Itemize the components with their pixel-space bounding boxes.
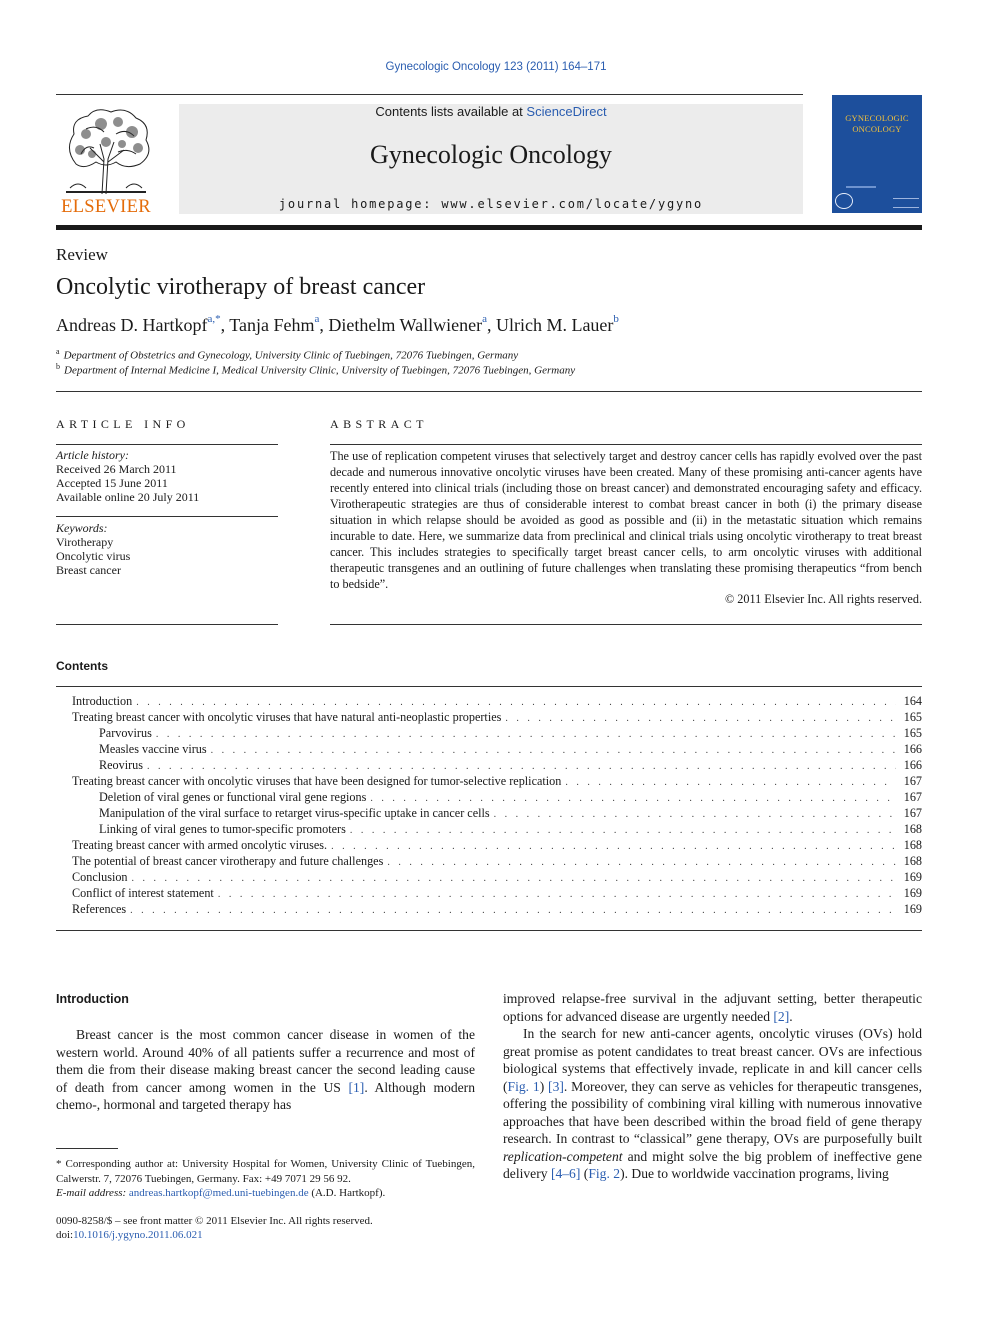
copyright-line: © 2011 Elsevier Inc. All rights reserved. [725, 592, 922, 606]
affiliation-text: Department of Internal Medicine I, Medical University Clinic, University of Tuebingen, 72076 Tuebingen, Germany [64, 364, 576, 377]
toc-leader-dots [565, 777, 896, 788]
toc-entry[interactable] [56, 822, 922, 838]
toc-entry-page: 167 [903, 774, 922, 788]
toc-entry[interactable] [56, 838, 922, 854]
affiliation-mark: b [56, 362, 60, 371]
toc-entry-label[interactable]: The potential of breast cancer virotherapy and future challenges [72, 854, 384, 868]
section-rule [56, 444, 278, 445]
author-affil-mark[interactable]: a,* [207, 313, 221, 325]
section-rule [56, 624, 278, 625]
paragraph-text: . Moreover, they can serve as vehicles for therapeutic transgenes, offering the possibility of combining viral killing with numerous innovative approaches that have been described within the broad field of gene therapy research. In contrast to “classical” gene therapy, OVs are purposefully built [503, 1078, 922, 1146]
toc-entry-label[interactable]: Conclusion [72, 870, 128, 884]
doi-link[interactable]: 10.1016/j.ygyno.2011.06.021 [73, 1229, 203, 1241]
paragraph-text: ( [580, 1166, 589, 1181]
toc-entry-label[interactable]: Manipulation of the viral surface to retarget virus-specific uptake in cancer cells [99, 806, 490, 820]
toc-entry[interactable] [56, 790, 922, 806]
reference-link[interactable]: [4–6] [550, 1166, 581, 1181]
toc-entry-page: 168 [903, 838, 922, 852]
toc-entry[interactable] [56, 902, 922, 918]
section-rule [330, 444, 922, 445]
elsevier-wordmark: ELSEVIER [61, 197, 151, 217]
toc-leader-dots [505, 713, 896, 724]
article-info-heading: ARTICLE INFO [56, 417, 190, 431]
paragraph-text: Breast cancer is the most common cancer disease in women of the western world. Around 40% of all patients suffer a recurrence and most of them die from their disease making breast cancer the second leading cause of death from cancer among women in the US [56, 1027, 475, 1095]
toc-entry[interactable] [56, 758, 922, 774]
toc-entry[interactable] [56, 886, 922, 902]
contents-heading: Contents [56, 659, 108, 673]
toc-leader-dots [331, 841, 896, 852]
figure-link[interactable]: Fig. 2 [588, 1166, 621, 1181]
table-of-contents [56, 694, 922, 918]
paragraph-text: ) [539, 1078, 549, 1094]
toc-entry-page: 169 [903, 870, 922, 884]
article-title: Oncolytic virotherapy of breast cancer [56, 274, 426, 300]
author-separator: , [319, 315, 329, 335]
toc-entry-label[interactable]: Parvovirus [99, 726, 152, 740]
toc-entry-page: 164 [903, 694, 922, 708]
affiliation [56, 362, 575, 377]
toc-leader-dots [132, 873, 896, 884]
cover-publisher-mark [893, 198, 919, 208]
cover-title [832, 113, 922, 135]
section-rule [56, 930, 922, 931]
journal-homepage [179, 197, 803, 211]
toc-entry-label[interactable]: Introduction [72, 694, 133, 708]
author-separator: , [486, 315, 496, 335]
toc-entry-page: 165 [903, 710, 922, 724]
toc-entry-page: 169 [903, 886, 922, 900]
paragraph-text: ). Due to worldwide vaccination programs, living [620, 1166, 889, 1181]
affiliation-text: Department of Obstetrics and Gynecology, University Clinic of Tuebingen, 72076 Tuebingen, Germany [63, 349, 519, 362]
toc-entry[interactable] [56, 742, 922, 758]
journal-citation-link[interactable]: Gynecologic Oncology 123 (2011) 164–171 [385, 61, 607, 73]
abstract-text: The use of replication competent viruses that selectively target and destroy cancer cells has rapidly evolved over the past decade and numerous innovative oncolytic viruses have been created. Many of these promising anti-cancer agents have recently entered into clinical trials (including those on breast cancer) and demonstrated encouraging safety and efficacy. Virotherapeutic strategies are thus of considerable interest to combat breast cancer in both (i) the primary disease situation in which relapse should be avoided as good as possible and (ii) in the metastatic situation which remains incurable to date. Here, we summarize data from preclinical and clinical trials using oncolytic virotherapy to treat breast cancer. This includes strategies to specifically target breast cancer cells, to arm oncolytic viruses with additional therapeutic transgenes and an outlining of future challenges when translating these promising therapeutics “from bench to bedside”. [330, 449, 922, 591]
email-link[interactable]: andreas.hartkopf@med.uni-tuebingen.de [128, 1187, 309, 1199]
toc-leader-dots [370, 793, 896, 804]
toc-entry[interactable] [56, 806, 922, 822]
corresponding-text: * Corresponding author at: University Hospital for Women, University Clinic of Tuebingen, Calwerstr. 7, 72076 Tuebingen, Germany. Fax: +49 7071 29 56 92. [56, 1158, 475, 1185]
cover-title-line: GYNECOLOGIC [845, 113, 909, 123]
paragraph [503, 1025, 922, 1183]
toc-entry[interactable] [56, 870, 922, 886]
body-column-left [56, 1026, 475, 1114]
footnote-rule [56, 1148, 118, 1149]
homepage-label: journal homepage: [278, 197, 442, 211]
toc-leader-dots [387, 857, 896, 868]
toc-leader-dots [156, 729, 896, 740]
paragraph-text: and might solve the big problem of ineffective gene delivery [503, 1148, 922, 1181]
toc-entry-label[interactable]: Reovirus [99, 758, 144, 772]
keyword: Virotherapy [56, 535, 114, 549]
toc-entry-page: 166 [903, 742, 922, 756]
toc-leader-dots [211, 745, 896, 756]
section-rule [56, 516, 278, 517]
toc-entry[interactable] [56, 694, 922, 710]
reference-link[interactable]: [3] [548, 1078, 564, 1094]
toc-leader-dots [147, 761, 896, 772]
cover-decoration [846, 186, 876, 188]
article-type: Review [56, 245, 108, 264]
section-rule [56, 686, 922, 687]
abstract-heading: ABSTRACT [330, 417, 428, 431]
toc-entry[interactable] [56, 774, 922, 790]
toc-entry[interactable] [56, 710, 922, 726]
tree-icon [56, 104, 156, 196]
toc-entry[interactable] [56, 726, 922, 742]
paragraph-text: . [789, 1008, 793, 1024]
journal-name: Gynecologic Oncology [370, 140, 612, 169]
email-label: E-mail address: [56, 1187, 129, 1199]
emphasis-text: replication-competent [503, 1148, 623, 1164]
issn-line: 0090-8258/$ – see front matter © 2011 Elsevier Inc. All rights reserved. [56, 1215, 373, 1227]
sciencedirect-link[interactable]: ScienceDirect [526, 104, 607, 119]
keyword: Breast cancer [56, 563, 121, 577]
toc-entry-label[interactable]: Conflict of interest statement [72, 886, 214, 900]
toc-entry-page: 166 [903, 758, 922, 772]
contents-prefix: Contents lists available at [375, 104, 527, 119]
paragraph [503, 990, 922, 1025]
toc-leader-dots [350, 825, 896, 836]
contents-available-line [179, 104, 803, 119]
history-label: Article history: [56, 448, 129, 462]
author-name: Ulrich M. Lauer [495, 315, 614, 335]
header-rule [56, 94, 803, 95]
paragraph-text: improved relapse-free survival in the adjuvant setting, better therapeutic options for advanced disease are urgently needed [503, 991, 922, 1024]
paragraph-text: In the search for new anti-cancer agents, oncolytic viruses (OVs) hold great promise as potent candidates to treat breast cancer. OVs are infectious biological systems that effectively invade, replicate in and kill cancer cells ( [503, 1026, 922, 1094]
keyword: Oncolytic virus [56, 549, 131, 563]
keywords-label: Keywords: [56, 521, 108, 535]
reference-link[interactable]: [2] [773, 1008, 790, 1024]
author-separator: , [220, 315, 230, 335]
section-rule [56, 391, 922, 392]
author-name: Andreas D. Hartkopf [56, 315, 208, 335]
toc-entry-page: 168 [903, 854, 922, 868]
toc-entry[interactable] [56, 854, 922, 870]
toc-entry-label[interactable]: Treating breast cancer with armed oncolytic viruses. [72, 838, 328, 852]
cover-title-line: ONCOLOGY [852, 124, 902, 134]
email-line [56, 1186, 475, 1201]
toc-leader-dots [494, 809, 896, 820]
toc-entry-page: 169 [903, 902, 922, 916]
introduction-heading: Introduction [56, 992, 129, 1006]
toc-entry-label[interactable]: Linking of viral genes to tumor-specific promoters [99, 822, 346, 836]
author-affil-mark[interactable]: b [613, 313, 619, 325]
toc-entry-page: 167 [903, 790, 922, 804]
author-name: Tanja Fehm [229, 315, 315, 335]
toc-leader-dots [130, 905, 896, 916]
toc-leader-dots [218, 889, 896, 900]
author-affil-mark[interactable]: a [314, 313, 320, 325]
toc-entry-page: 165 [903, 726, 922, 740]
corresponding-author-footnote [56, 1157, 475, 1201]
toc-entry-label[interactable]: Treating breast cancer with oncolytic viruses that have natural anti-neoplastic properties [72, 710, 502, 724]
doi-label: doi: [56, 1229, 74, 1241]
homepage-url-link[interactable]: www.elsevier.com/locate/ygyno [441, 197, 704, 211]
toc-entry-label[interactable]: Treating breast cancer with oncolytic viruses that have been designed for tumor-selective replication [72, 774, 562, 788]
history-online: Available online 20 July 2011 [56, 490, 200, 504]
toc-entry-page: 167 [903, 806, 922, 820]
cover-badge-icon [835, 193, 853, 209]
toc-entry-label[interactable]: Deletion of viral genes or functional viral gene regions [99, 790, 367, 804]
issn-block [56, 1214, 373, 1242]
history-accepted: Accepted 15 June 2011 [56, 476, 168, 490]
affiliation-mark: a [56, 347, 60, 356]
toc-entry-page: 168 [903, 822, 922, 836]
author-name: Diethelm Wallwiener [328, 315, 483, 335]
email-suffix: (A.D. Hartkopf). [308, 1187, 386, 1199]
paragraph-text: . Although modern chemo-, hormonal and targeted therapy has [56, 1079, 476, 1112]
affiliation [56, 347, 518, 362]
toc-leader-dots [136, 697, 896, 708]
author-affil-mark[interactable]: a [482, 313, 487, 325]
toc-entry-label[interactable]: References [72, 902, 127, 916]
history-received: Received 26 March 2011 [56, 462, 177, 476]
doi-line [56, 1228, 373, 1242]
header-thick-rule [56, 225, 922, 230]
author-list [56, 315, 619, 336]
body-column-right [503, 990, 922, 1183]
toc-entry-label[interactable]: Measles vaccine virus [99, 742, 207, 756]
section-rule [330, 624, 922, 625]
reference-link[interactable]: [1] [348, 1079, 365, 1095]
figure-link[interactable]: Fig. 1 [507, 1078, 540, 1094]
